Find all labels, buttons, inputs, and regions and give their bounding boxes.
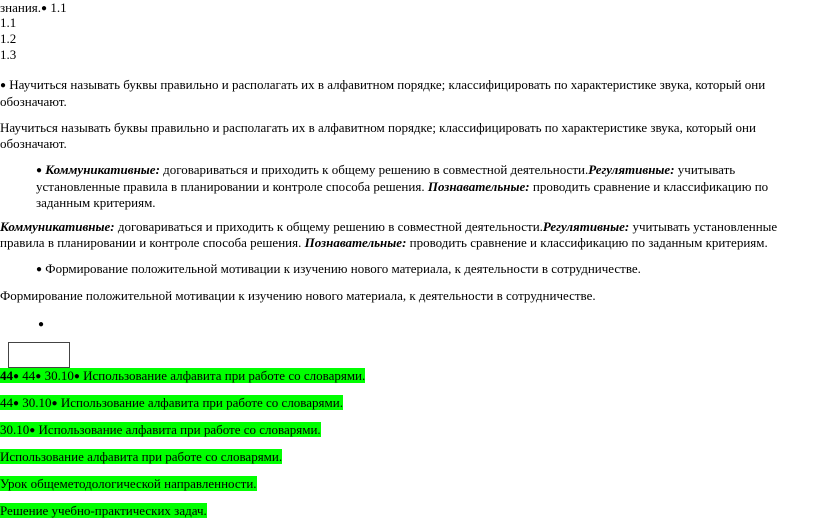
highlight-line-6 bbox=[0, 502, 207, 520]
empty-frame bbox=[8, 342, 70, 368]
number-line-1: 1.1 bbox=[0, 15, 17, 30]
header-number: 1.1 bbox=[50, 0, 67, 15]
topic-text: Использование алфавита при работе со словарями. bbox=[35, 422, 321, 437]
cog-text: проводить сравнение и классификацию по заданным критериям. bbox=[36, 179, 769, 210]
reg-label: Регулятивные: bbox=[542, 219, 630, 234]
topic-text: Использование алфавита при работе со словарями. bbox=[79, 368, 366, 383]
motivation-paragraph: Формирование положительной мотивации к изучению нового материала, к деятельности в сотрудничестве. bbox=[0, 288, 596, 303]
number-line-3: 1.3 bbox=[0, 47, 17, 62]
highlight-line-5 bbox=[0, 475, 257, 493]
bullet-icon: ● bbox=[41, 3, 48, 14]
goal-paragraph-bulleted bbox=[0, 77, 812, 110]
goal-text: Научиться называть буквы правильно и располагать их в алфавитном порядке; классифицировать по характеристике звука, который они обозначают. bbox=[0, 77, 766, 109]
bullet-icon: ● bbox=[0, 80, 7, 91]
topic-text: Использование алфавита при работе со словарями. bbox=[0, 449, 283, 464]
comm-text: договариваться и приходить к общему решению в совместной деятельности. bbox=[159, 162, 589, 177]
reg-text: учитывать установленные правила в планировании и контроле способа решения. bbox=[36, 162, 736, 194]
reg-text: учитывать установленные правила в планировании и контроле способа решения. bbox=[0, 219, 778, 250]
uud-paragraph-bulleted bbox=[0, 162, 812, 211]
header-text: знания. bbox=[0, 0, 42, 15]
goal-paragraph: Научиться называть буквы правильно и располагать их в алфавитном порядке; классифицировать по характеристике звука, который они обозначают. bbox=[0, 120, 756, 151]
uud-paragraph bbox=[0, 219, 812, 251]
cog-label: Познавательные: bbox=[304, 235, 407, 250]
bullet-icon: ● bbox=[36, 264, 43, 275]
tasks-text: Решение учебно-практических задач. bbox=[0, 503, 207, 518]
lesson-type-text: Урок общеметодологической направленности. bbox=[0, 476, 257, 491]
reg-label: Регулятивные: bbox=[588, 162, 675, 177]
comm-text: договариваться и приходить к общему решению в совместной деятельности. bbox=[114, 219, 543, 234]
highlight-line-1: 44● 44● 30.10● Использование алфавита при работе со словарями. bbox=[0, 368, 366, 383]
comm-label: Коммуникативные: bbox=[45, 162, 160, 177]
highlight-line-2: 44● 30.10● Использование алфавита при работе со словарями. bbox=[0, 395, 343, 410]
cog-text: проводить сравнение и классификацию по заданным критериям. bbox=[406, 235, 768, 250]
comm-label: Коммуникативные: bbox=[0, 219, 115, 234]
cog-label: Познавательные: bbox=[427, 179, 530, 194]
number-line-2: 1.2 bbox=[0, 31, 17, 46]
highlight-line-3: 30.10● Использование алфавита при работе со словарями. bbox=[0, 422, 321, 437]
topic-text: Использование алфавита при работе со словарями. bbox=[57, 395, 343, 410]
highlight-line-4 bbox=[0, 448, 282, 466]
bullet-icon: ● bbox=[36, 165, 43, 176]
lesson-number: 44 bbox=[0, 368, 13, 383]
motivation-paragraph-bulleted bbox=[36, 261, 641, 278]
bullet-icon: ● bbox=[38, 319, 45, 330]
motivation-text: Формирование положительной мотивации к изучению нового материала, к деятельности в сотрудничестве. bbox=[45, 261, 641, 276]
